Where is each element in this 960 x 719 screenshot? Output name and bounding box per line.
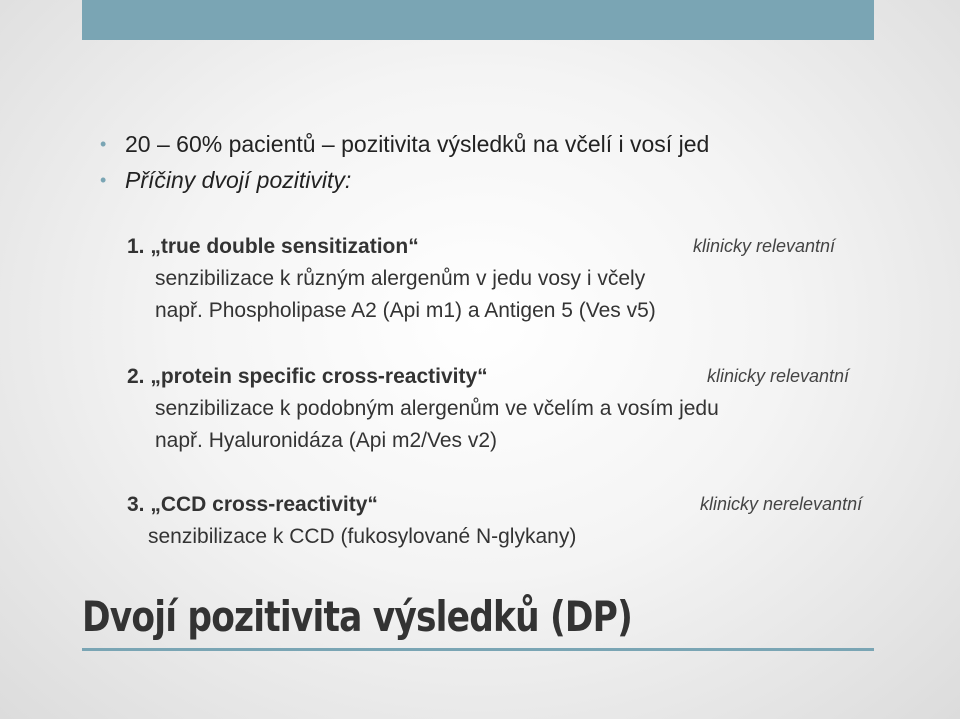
item-1-heading: 1. „true double sensitization“ — [127, 235, 419, 258]
bullet-dot-icon: • — [100, 170, 107, 190]
item-3-note: klinicky nerelevantní — [700, 494, 863, 514]
bullet-dot-icon: • — [100, 134, 107, 154]
title-underline — [82, 648, 874, 651]
item-2-note: klinicky relevantní — [707, 366, 850, 386]
item-1-note: klinicky relevantní — [693, 236, 836, 256]
item-1-line-2: např. Phospholipase A2 (Api m1) a Antigen 5 (Ves v5) — [155, 299, 656, 322]
header-accent-bar — [82, 0, 874, 40]
item-2-line-1: senzibilizace k podobným alergenům ve včelím a vosím jedu — [155, 397, 719, 420]
item-2-heading: 2. „protein specific cross-reactivity“ — [127, 365, 488, 388]
bullet-text: 20 – 60% pacientů – pozitivita výsledků na včelí i vosí jed — [125, 131, 710, 157]
item-3-line-1: senzibilizace k CCD (fukosylované N-glykany) — [148, 525, 577, 548]
bullet-text: Příčiny dvojí pozitivity: — [125, 167, 352, 193]
bullet-list — [100, 128, 709, 200]
item-3-heading: 3. „CCD cross-reactivity“ — [127, 493, 378, 516]
bullet-item — [100, 164, 709, 200]
slide-title: Dvojí pozitivita výsledků (DP) — [82, 592, 633, 641]
bullet-item — [100, 128, 709, 164]
item-1-line-1: senzibilizace k různým alergenům v jedu vosy i včely — [155, 267, 646, 290]
item-2-line-2: např. Hyaluronidáza (Api m2/Ves v2) — [155, 429, 497, 452]
